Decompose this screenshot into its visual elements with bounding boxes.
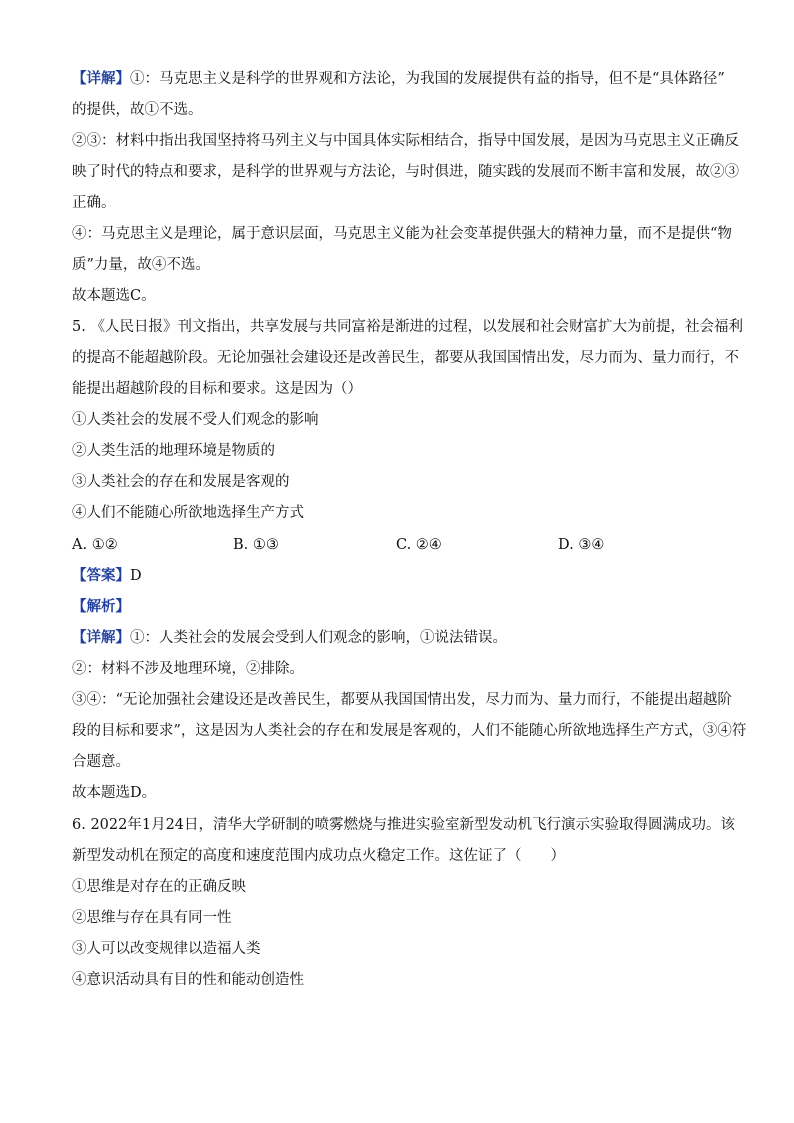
detail-text: ①：马克思主义是科学的世界观和方法论，为我国的发展提供有益的指导，但不是“具体路径”: [130, 71, 725, 87]
q5-stem-line-1: 5. 《人民日报》刊文指出，共享发展与共同富裕是渐进的过程，以发展和社会财富扩大为前提，社会福利: [72, 319, 743, 335]
q6-choice-1: ①思维是对存在的正确反映: [72, 879, 246, 895]
answer-tag: 【答案】: [72, 567, 130, 584]
q5-option-c: C. ②④: [396, 537, 442, 553]
q6-choice-4: ④意识活动具有目的性和能动创造性: [72, 972, 304, 988]
detail-line-5: 正确。: [72, 195, 116, 211]
q5-option-a: A. ①②: [72, 537, 118, 553]
q6-stem-line-1: 6. 2022年1月24日，清华大学研制的喷雾燃烧与推进实验室新型发动机飞行演示实验取得圆满成功。该: [72, 817, 736, 833]
detail-text: ①：人类社会的发展会受到人们观念的影响，①说法错误。: [130, 630, 507, 646]
answer-value: D: [130, 568, 142, 584]
detail-line-3: ②③：材料中指出我国坚持将马列主义与中国具体实际相结合，指导中国发展，是因为马克思主义正确反: [72, 133, 739, 149]
q5-stem-line-2: 的提高不能超越阶段。无论加强社会建设还是改善民生，都要从我国国情出发，尽力而为、量力而行，不: [72, 350, 739, 366]
conclusion-line: 故本题选C。: [72, 288, 156, 304]
q5-detail-line-5: 合题意。: [72, 754, 130, 770]
detail-line-7: 质”力量，故④不选。: [72, 257, 210, 273]
q5-choice-2: ②人类生活的地理环境是物质的: [72, 443, 275, 459]
detail-tag: 【详解】: [72, 629, 130, 646]
q5-choice-1: ①人类社会的发展不受人们观念的影响: [72, 412, 319, 428]
q5-detail-line-3: ③④：“无论加强社会建设还是改善民生，都要从我国国情出发，尽力而为、量力而行，不能提出超越阶: [72, 692, 732, 708]
detail-line-4: 映了时代的特点和要求，是科学的世界观与方法论，与时俱进，随实践的发展而不断丰富和发展，故②③: [72, 164, 739, 180]
q6-stem-line-2: 新型发动机在预定的高度和速度范围内成功点火稳定工作。这佐证了（ ）: [72, 848, 565, 864]
q6-choice-3: ③人可以改变规律以造福人类: [72, 941, 261, 957]
q5-option-b: B. ①③: [233, 537, 279, 553]
detail-line-1: [72, 69, 732, 91]
q5-choice-3: ③人类社会的存在和发展是客观的: [72, 474, 290, 490]
q5-answer-line: [72, 566, 732, 588]
q5-detail-line-2: ②：材料不涉及地理环境，②排除。: [72, 661, 304, 677]
detail-line-2: 的提供，故①不选。: [72, 102, 203, 118]
q5-choice-4: ④人们不能随心所欲地选择生产方式: [72, 505, 304, 521]
q5-stem-line-3: 能提出超越阶段的目标和要求。这是因为（）: [72, 381, 362, 397]
detail-tag: 【详解】: [72, 70, 130, 87]
q5-detail-line-4: 段的目标和要求”，这是因为人类社会的存在和发展是客观的，人们不能随心所欲地选择生产方式，③④符: [72, 723, 747, 739]
q5-options: [72, 535, 732, 557]
q6-choice-2: ②思维与存在具有同一性: [72, 910, 232, 926]
q5-detail-line-1: [72, 628, 732, 650]
q5-analysis-line: [72, 597, 732, 619]
q5-option-d: D. ③④: [558, 537, 605, 553]
q5-conclusion-line: 故本题选D。: [72, 785, 157, 801]
detail-line-6: ④：马克思主义是理论，属于意识层面，马克思主义能为社会变革提供强大的精神力量，而不是提供“物: [72, 226, 732, 242]
analysis-tag: 【解析】: [72, 598, 130, 615]
